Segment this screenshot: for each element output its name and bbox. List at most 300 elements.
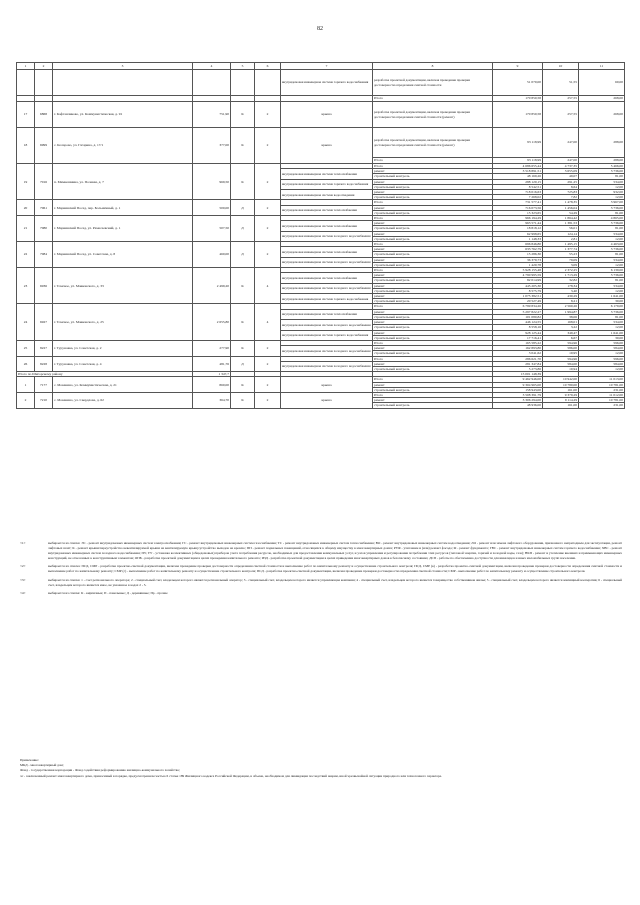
cost-cell: 9 462 946,00	[493, 377, 543, 382]
limit-cost-cell: 6 139,00	[579, 268, 625, 273]
system-cell: крыша	[281, 392, 373, 408]
work-cell: ремонт	[373, 169, 493, 174]
unit-cost-cell: 10,94	[543, 366, 579, 371]
material-cell: Д	[231, 216, 255, 242]
limit-cost-cell: 12,00	[579, 184, 625, 189]
limit-cost-cell: 11 013,00	[579, 377, 625, 382]
cost-cell: 8 558,16	[493, 325, 543, 330]
system-cell: внутридомовая инженерная система горячего водоснабжения	[281, 294, 373, 304]
cost-cell: 18 818,12	[493, 226, 543, 231]
limit-cost-cell: 3 736,00	[579, 205, 625, 210]
house-code: 8228	[35, 356, 53, 372]
header-cell: 6	[255, 63, 281, 70]
work-cell: ремонт	[373, 257, 493, 262]
unit-cost-cell: 178,34	[543, 283, 579, 288]
unit-cost-cell: 1 495,15	[543, 242, 579, 247]
floors-cell: 4	[255, 268, 281, 304]
row-number: 2	[17, 392, 35, 408]
system-cell: внутридомовая инженерная система холодного водоснабжения	[281, 346, 373, 356]
cost-cell: 3 041,62	[493, 351, 543, 356]
address-cell: г. Мариинский Посад, ул. Советская, д. 8	[53, 242, 193, 268]
house-code: 6868	[35, 102, 53, 128]
house-code: 6927	[35, 304, 53, 340]
unit-cost-cell: 55,23	[543, 252, 579, 257]
floors-cell: 2	[255, 128, 281, 164]
cost-cell: 6 799 834,26	[493, 304, 543, 309]
cost-cell: 3 508 391,79	[493, 392, 543, 397]
cost-cell: 9 304 965,00	[493, 382, 543, 387]
unit-cost-cell: 79,09	[543, 257, 579, 262]
work-cell: разработка проектной документации, включая проведение проверки достоверности определения сметной стоимости (ремонт)	[373, 128, 493, 158]
system-cell: внутридомовая инженерная система теплоснабжения	[281, 247, 373, 257]
total-label: Итого	[373, 304, 493, 309]
cost-cell: 62 998,65	[493, 231, 543, 236]
work-cell: ремонт	[373, 179, 493, 184]
limit-cost-cell: 584,00	[579, 361, 625, 366]
limit-cost-cell: 81,00	[579, 226, 625, 231]
cost-cell: 1 148,33	[493, 236, 543, 241]
unit-cost-cell: 3 655,09	[543, 169, 579, 174]
cost-cell: 170 850,58	[493, 102, 543, 128]
work-cell: ремонт	[373, 320, 493, 325]
total-label: Итого	[373, 200, 493, 205]
material-cell: К	[231, 128, 255, 164]
cost-cell: 966 194,29	[493, 216, 543, 221]
area-cell: 2 655,80	[193, 304, 231, 340]
total-label: Итого	[373, 356, 493, 361]
limit-cost-cell: 4 463,00	[579, 242, 625, 247]
cost-cell: 963 571,44	[493, 221, 543, 226]
work-cell: ремонт	[373, 330, 493, 335]
work-cell: ремонт	[373, 346, 493, 351]
remarks-line: МКД - многоквартирный дом;	[20, 763, 64, 768]
footnote-text: выбирается из списка: 1 - счет регионального оператора; 2 - специальный счет, владельцем которого является региональный оператор; 3 - специальный счет, владельцем которого является управляющая компания; 4 - специальный счет, владельцем которого является товарищество собственников жилья; 5 - специальный счет, владельцем которого является жилищный кооператив; 6 - специальный счет, владельцем которого является иное, не указанное в кодах 2 - 5.	[48, 577, 622, 587]
limit-cost-cell: 3 736,00	[579, 273, 625, 278]
system-cell: внутридомовая инженерная система теплоснабжения	[281, 221, 373, 231]
area-cell: 1 347,7	[193, 372, 231, 377]
unit-cost-cell: 1 994,87	[543, 309, 579, 314]
house-code: 7210	[35, 392, 53, 408]
unit-cost-cell: 161,00	[543, 403, 579, 408]
cost-cell: 51 070,00	[493, 70, 543, 96]
footnote-mark: <1>	[20, 541, 26, 545]
work-cell: строительный контроль	[373, 403, 493, 408]
system-cell: внутридомовая инженерная система холодного водоснабжения	[281, 283, 373, 293]
row-number: 25	[17, 340, 35, 356]
work-cell: строительный контроль	[373, 252, 493, 257]
limit-cost-cell: 584,00	[579, 346, 625, 351]
unit-cost-cell: 586,00	[543, 346, 579, 351]
material-cell: К	[231, 268, 255, 304]
limit-cost-cell: 3 736,00	[579, 169, 625, 174]
cost-cell: 696 846,80	[493, 242, 543, 247]
cost-cell: 718 016,63	[493, 190, 543, 195]
unit-cost-cell: 1 377,74	[543, 247, 579, 252]
limit-cost-cell: 60,00	[579, 70, 625, 96]
limit-cost-cell: 3 736,00	[579, 309, 625, 314]
work-cell: строительный контроль	[373, 210, 493, 215]
work-cell: ремонт	[373, 231, 493, 236]
cost-cell: 1 420,78	[493, 262, 543, 267]
work-cell: ремонт	[373, 309, 493, 314]
cost-cell: 15 286,30	[493, 252, 543, 257]
address-cell: г. Мариинский Посад, ул. Рамасаевский, д. 1	[53, 216, 193, 242]
work-cell: строительный контроль	[373, 314, 493, 319]
unit-cost-cell: 49,07	[543, 174, 579, 179]
unit-cost-cell: 56,01	[543, 226, 579, 231]
unit-cost-cell: 291,25	[543, 179, 579, 184]
unit-cost-cell: 2 372,25	[543, 268, 579, 273]
table-row	[17, 128, 625, 158]
system-cell: внутридомовая инженерная система холодного водоснабжения	[281, 257, 373, 267]
total-row	[17, 377, 625, 382]
unit-cost-cell: 1 713,29	[543, 273, 579, 278]
unit-cost-cell: 257,55	[543, 102, 579, 128]
cost-cell: 445 205,30	[493, 283, 543, 288]
system-cell: крыша	[281, 377, 373, 393]
row-number: 17	[17, 102, 35, 128]
total-label: Итого	[373, 164, 493, 169]
limit-cost-cell: 11 012,00	[579, 392, 625, 397]
cost-cell: 93 118,99	[493, 158, 543, 164]
cost-cell: 158 943,00	[493, 387, 543, 392]
footnotes	[20, 541, 622, 599]
total-label: Итого	[373, 268, 493, 273]
limit-cost-cell: 1 641,00	[579, 330, 625, 335]
unit-cost-cell: 10,95	[543, 351, 579, 356]
limit-cost-cell: 30,00	[579, 335, 625, 340]
limit-cost-cell: 3 736,00	[579, 221, 625, 226]
total-label: Итого	[373, 96, 493, 102]
limit-cost-cell: 4 865,00	[579, 216, 625, 221]
limit-cost-cell: 5 466,00	[579, 164, 625, 169]
limit-cost-cell: 12,00	[579, 325, 625, 330]
cost-cell: 5 273,86	[493, 366, 543, 371]
unit-cost-cell: 4 737,35	[543, 164, 579, 169]
work-cell: ремонт	[373, 398, 493, 403]
unit-cost-cell: 168,01	[543, 320, 579, 325]
area-cell: 507,50	[193, 216, 231, 242]
unit-cost-cell: 3,40	[543, 288, 579, 293]
cost-cell: 288 120,15	[493, 179, 543, 184]
header-row	[17, 63, 625, 70]
area-cell: 2 499,20	[193, 268, 231, 304]
floors-cell: 2	[255, 392, 281, 408]
unit-cost-cell: 6,67	[543, 335, 579, 340]
limit-cost-cell: 81,00	[579, 314, 625, 319]
cost-cell: 36 379,73	[493, 257, 543, 262]
work-cell: ремонт	[373, 205, 493, 210]
cost-cell: 8 575,79	[493, 288, 543, 293]
unit-cost-cell: 257,55	[543, 96, 579, 102]
system-cell: внутридомовая инженерная система горячего водоснабжения	[281, 179, 373, 189]
address-cell: с. Коларово, ул. Гагарина, д. 17/1	[53, 128, 193, 164]
row-number: 20	[17, 200, 35, 216]
area-cell: 969,50	[193, 164, 231, 200]
cost-cell: 15 323,65	[493, 210, 543, 215]
material-cell: Д	[231, 242, 255, 268]
total-label: Итого	[373, 216, 493, 221]
area-cell: 481,76	[193, 356, 231, 372]
unit-cost-cell: 1 456,04	[543, 205, 579, 210]
unit-cost-cell: 54,29	[543, 210, 579, 215]
system-cell: внутридомовая инженерная система теплоснабжения	[281, 309, 373, 319]
header-cell: 4	[193, 63, 231, 70]
work-cell: строительный контроль	[373, 262, 493, 267]
system-cell: внутридомовая инженерная система горячего водоснабжения	[281, 70, 373, 96]
cost-cell: 1 075 382,51	[493, 294, 543, 299]
unit-cost-cell: 124,14	[543, 231, 579, 236]
footnote	[20, 578, 622, 588]
work-cell: строительный контроль	[373, 351, 493, 356]
limit-cost-cell: 81,00	[579, 252, 625, 257]
cost-cell: 17 716,41	[493, 335, 543, 340]
header-cell: 5	[231, 63, 255, 70]
work-cell: строительный контроль	[373, 366, 493, 371]
row-number: 21	[17, 216, 35, 242]
house-code: 7084	[35, 242, 53, 268]
unit-cost-cell: 32,82	[543, 278, 579, 283]
floors-cell: 2	[255, 356, 281, 372]
unit-cost-cell: 584,00	[543, 361, 579, 366]
floors-cell: 2	[255, 102, 281, 128]
house-code: 6999	[35, 128, 53, 164]
unit-cost-cell: 2 560,26	[543, 304, 579, 309]
work-cell: ремонт	[373, 273, 493, 278]
row-number: 19	[17, 164, 35, 200]
repair-program-table	[16, 62, 625, 409]
work-cell: строительный контроль	[373, 299, 493, 304]
house-code: 8227	[35, 340, 53, 356]
unit-cost-cell: 3,22	[543, 325, 579, 330]
cost-cell: 93 118,99	[493, 128, 543, 158]
material-cell: Д	[231, 356, 255, 372]
cost-cell: 286 621,70	[493, 356, 543, 361]
unit-cost-cell: 594,96	[543, 356, 579, 361]
limit-cost-cell: 288,00	[579, 158, 625, 164]
footnote-mark: <3>	[20, 577, 26, 582]
area-cell: 860,00	[193, 377, 231, 393]
work-cell: строительный контроль	[373, 288, 493, 293]
limit-cost-cell: 534,00	[579, 320, 625, 325]
work-cell: строительный контроль	[373, 184, 493, 189]
cost-cell: 4 686 655,44	[493, 164, 543, 169]
address-cell: г. Кафтанчиково, ул. Коммунистическая, д. 91	[53, 102, 193, 128]
total-label: Итого	[373, 377, 493, 382]
cost-cell: 48 169,26	[493, 174, 543, 179]
limit-cost-cell: 12,00	[579, 366, 625, 371]
limit-cost-cell: 231,00	[579, 387, 625, 392]
floors-cell: 4	[255, 304, 281, 340]
limit-cost-cell: 231,00	[579, 403, 625, 408]
system-cell: крыша	[281, 102, 373, 128]
unit-cost-cell: 8,64	[543, 184, 579, 189]
limit-cost-cell: 12,00	[579, 351, 625, 356]
work-cell: ремонт	[373, 294, 493, 299]
address-cell: с. Моканино, ул. Свердлова, д. 62	[53, 392, 193, 408]
address-cell: г. Мариинский Посад, пер. Больничный, д. 1	[53, 200, 193, 216]
system-cell: внутридомовая инженерная система теплоснабжения	[281, 169, 373, 179]
system-cell: внутридомовая инженерная система горячего водоснабжения	[281, 330, 373, 340]
unit-cost-cell: 1 864,42	[543, 216, 579, 221]
area-cell: 377,00	[193, 128, 231, 164]
house-code: 7080	[35, 216, 53, 242]
address-cell: п. Мемнешнина, ул. Полевая, д. 7	[53, 164, 193, 200]
limit-cost-cell: 534,00	[579, 231, 625, 236]
work-cell: строительный контроль	[373, 387, 493, 392]
floors-cell: 2	[255, 164, 281, 200]
work-cell: строительный контроль	[373, 226, 493, 231]
floors-cell: 2	[255, 377, 281, 393]
limit-cost-cell: 6 179,00	[579, 304, 625, 309]
limit-cost-cell: 12,00	[579, 288, 625, 293]
cost-cell: 82 014,99	[493, 278, 543, 283]
unit-cost-cell: 161,00	[543, 387, 579, 392]
unit-cost-cell: 594,96	[543, 340, 579, 345]
footnote-text: выбирается из списка: ЭС - ремонт внутридомовых инженерных систем электроснабжения; ГС - ремонт внутридомовых инженерных систем газоснабжения; ТС - ремонт внутридомовых инженерных систем теплоснабжения; ВО - ремонт внутридомовых инженерных систем водоотведения; ЛО - ремонт или замена лифтового оборудования, признанного непригодным для эксплуатации, ремонт лифтовых шахт; К - ремонт крыши/переустройство невентилируемой крыши на вентилируемую крышу/устройство выходов на кровлю; ПП - ремонт подвальных помещений, относящихся к общему имуществу в многоквартирных домах; РУФ - утепление и (или) ремонт фасада; Ф - ремонт фундамента; ГВС - ремонт внутридомовых инженерных систем горячего водоснабжения; ХВС - ремонт внутридомовых инженерных систем холодного водоснабжения; ПУ, УУ - установка коллективных (общедомовых) приборов учета потребления ресурсов, необходимых для предоставления коммунальных услуг, и узлов управления и регулирования потребления этих ресурсов (тепловой энергии, горячей и холодной воды, газа); НКП - ремонт и утепление внешних и примыкающих инженерных конструкций, не отнесенных к конструктивным элементам; ОПБ - разработка проектной документации в целях проведения капитального ремонта; ИЗД - разработка проектной документации в целях приведения многоквартирных домов к безопасному состоянию; ДСП - работы по обеспечению доступности для инвалидов и иных маломобильных групп населения.	[48, 541, 622, 561]
row-number: 24	[17, 304, 35, 340]
unit-cost-cell: 1 478,35	[543, 200, 579, 205]
limit-cost-cell: 596,00	[579, 356, 625, 361]
house-code: 7177	[35, 377, 53, 393]
address-cell: г. Туруновка, ул. Советская, д. 2	[53, 340, 193, 356]
remarks-line: чс - заключенный ремонт многоквартирного дома, приносимый в порядке, предусмотренном частью 6 статьи 189 Жилищного кодекса Российской Федерации, в объеме, необходимом для ликвидации последствий аварии, иной чрезвычайной ситуации природного или техногенного характера.	[20, 773, 443, 778]
unit-cost-cell: 349,47	[543, 330, 579, 335]
limit-cost-cell: 3 736,00	[579, 247, 625, 252]
house-code: 7016	[35, 164, 53, 200]
unit-cost-cell: 247,00	[543, 158, 579, 164]
limit-cost-cell: 10 781,00	[579, 382, 625, 387]
total-label: Итого	[373, 392, 493, 397]
material-cell: К	[231, 392, 255, 408]
total-label: Итого	[373, 340, 493, 345]
cost-cell: 165 585,22	[493, 340, 543, 345]
address-cell: с. Моканино, ул. Коммунистическая, д. 21	[53, 377, 193, 393]
footnote-text: выбирается из списка: К - кирпичные; П - панельные; Д - деревянные; Пр - прочие	[48, 590, 168, 595]
system-cell: внутридомовая инженерная система холодного водоснабжения	[281, 231, 373, 241]
unit-cost-cell: 430,29	[543, 294, 579, 299]
footnote-mark: <2>	[20, 564, 26, 569]
house-code: 6936	[35, 268, 53, 304]
unit-cost-cell: 51,55	[543, 70, 579, 96]
system-cell: внутридомовая инженерная система водоотведения	[281, 190, 373, 200]
floors-cell: 2	[255, 340, 281, 356]
header-cell: 2	[35, 63, 53, 70]
area-cell: 460,00	[193, 242, 231, 268]
row-number: 26	[17, 356, 35, 372]
work-cell: ремонт	[373, 361, 493, 366]
floors-cell: 2	[255, 242, 281, 268]
work-cell: ремонт	[373, 190, 493, 195]
limit-cost-cell: 288,00	[579, 128, 625, 158]
unit-cost-cell: 7,82	[543, 195, 579, 200]
limit-cost-cell: 534,00	[579, 283, 625, 288]
area-cell: 500,00	[193, 200, 231, 216]
system-cell: внутридомовая инженерная система теплоснабжения	[281, 273, 373, 283]
cost-cell: 731 577,41	[493, 200, 543, 205]
cost-cell: 281 347,84	[493, 361, 543, 366]
remarks	[20, 758, 622, 779]
cost-cell: 633 762,79	[493, 247, 543, 252]
work-cell: ремонт	[373, 247, 493, 252]
work-cell: строительный контроль	[373, 236, 493, 241]
area-cell: 751,90	[193, 102, 231, 128]
unit-cost-cell: 2,81	[543, 236, 579, 241]
limit-cost-cell: 596,00	[579, 340, 625, 345]
limit-cost-cell: 1 641,00	[579, 294, 625, 299]
header-cell: 1	[17, 63, 35, 70]
unit-cost-cell: 38,06	[543, 314, 579, 319]
header-cell: 3	[53, 63, 193, 70]
footnote-mark: <4>	[20, 590, 26, 595]
limit-cost-cell: 81,00	[579, 174, 625, 179]
limit-cost-cell: 932,00	[579, 190, 625, 195]
footnote	[20, 564, 622, 574]
cost-cell: 716 073,56	[493, 205, 543, 210]
header-cell: 9	[493, 63, 543, 70]
house-code: 7061	[35, 200, 53, 216]
total-label: Итого	[373, 158, 493, 164]
unit-cost-cell: 10 942,00	[543, 377, 579, 382]
unit-cost-cell: 3,09	[543, 262, 579, 267]
cost-cell: 162 893,80	[493, 346, 543, 351]
floors-cell: 2	[255, 216, 281, 242]
work-cell: строительный контроль	[373, 335, 493, 340]
work-cell: ремонт	[373, 382, 493, 387]
address-cell: г. Туруновка, ул. Советская, д. 4	[53, 356, 193, 372]
work-cell: разработка проектной документации, включая проведение проверки достоверности определения сметной стоимости	[373, 70, 493, 96]
system-cell: внутридомовая инженерная система холодного водоснабжения	[281, 320, 373, 330]
header-cell: 11	[579, 63, 625, 70]
unit-cost-cell: 9 379,29	[543, 392, 579, 397]
footnote	[20, 541, 622, 561]
cost-cell: 101 080,82	[493, 314, 543, 319]
cost-cell: 15 001 148,39	[493, 372, 543, 377]
work-cell: строительный контроль	[373, 278, 493, 283]
header-cell: 10	[543, 63, 579, 70]
system-cell: внутридомовая инженерная система теплоснабжения	[281, 205, 373, 215]
cost-cell: 170 850,58	[493, 96, 543, 102]
footnote-text: выбирается из списка: ПСД, СМР - разработка проектно-сметной документации, включая проведение проверки достоверности определения сметной стоимости и выполнение работ по капитальному ремонту и осуществление строительного контроля; ПСД, СМР (к) - разработка проектно-сметной документации, включая проведение проверки достоверности определения сметной стоимости и выполнение работ по капитальному ремонту; СМР (с) - выполнение работ по капитальному ремонту и осуществление строительного контроля; ПСД - разработка проектно-сметной документации, включая проведение проверки достоверности определения сметной стоимости; СМР - выполнение работ по капитальному ремонту и осуществление строительного контроля.	[48, 564, 622, 574]
total-label: Итого	[373, 242, 493, 247]
remarks-line: Фонд - государственная корпорация - Фонд содействия реформированию жилищно-коммунального хозяйства;	[20, 768, 180, 773]
system-cell: крыша	[281, 128, 373, 164]
cost-cell: 4 790 995,59	[493, 273, 543, 278]
floors-cell: 2	[255, 200, 281, 216]
work-cell: строительный контроль	[373, 174, 493, 179]
unit-cost-cell: 725,83	[543, 190, 579, 195]
cost-cell: 928 125,44	[493, 330, 543, 335]
limit-cost-cell: 3 967,00	[579, 200, 625, 205]
material-cell: К	[231, 304, 255, 340]
work-cell: ремонт	[373, 283, 493, 288]
cost-cell: 3 518 891,51	[493, 169, 543, 174]
material-cell: К	[231, 102, 255, 128]
limit-cost-cell: 81,00	[579, 210, 625, 215]
material-cell: К	[231, 164, 255, 200]
material-cell: Д	[231, 200, 255, 216]
unit-cost-cell: 247,00	[543, 128, 579, 158]
cost-cell: 8 542,51	[493, 184, 543, 189]
limit-cost-cell: 81,00	[579, 278, 625, 283]
address-cell: г. Томское, ул. Маяковского, д. 33	[53, 268, 193, 304]
cost-cell: 20 527,49	[493, 299, 543, 304]
limit-cost-cell: 12,00	[579, 195, 625, 200]
table-row	[17, 102, 625, 128]
unit-cost-cell: 10 780,00	[543, 382, 579, 387]
limit-cost-cell: 534,00	[579, 179, 625, 184]
unit-cost-cell: 9 114,29	[543, 398, 579, 403]
